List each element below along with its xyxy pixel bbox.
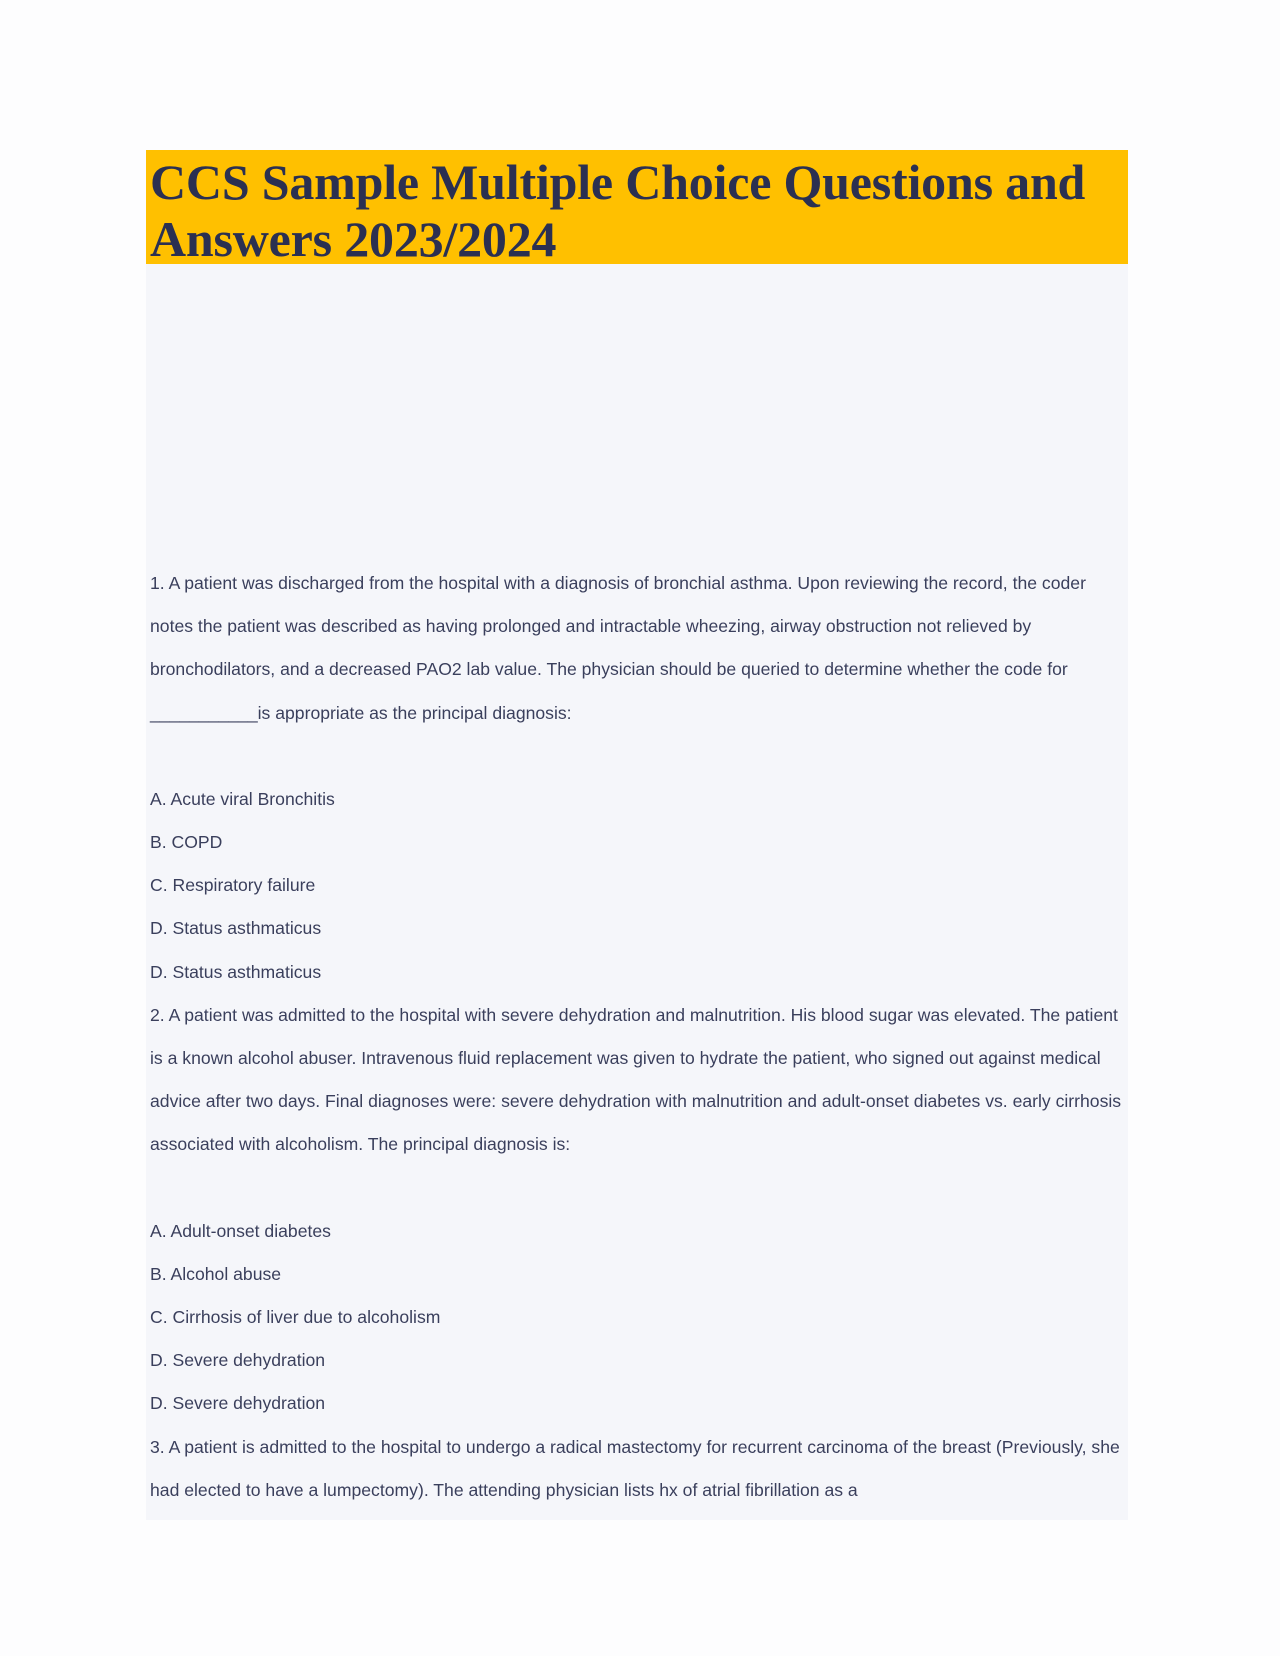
answer-option: B. COPD <box>150 832 223 853</box>
question-1 <box>150 562 1128 994</box>
answer-option: C. Cirrhosis of liver due to alcoholism <box>150 1307 441 1328</box>
document-title: CCS Sample Multiple Choice Questions and Answers 2023/2024 <box>150 154 1086 267</box>
answer-key: D. Severe dehydration <box>150 1393 326 1414</box>
question-stem: 3. A patient is admitted to the hospital to undergo a radical mastectomy for recurrent carcinoma of the breast (Previously, she had elected to have a lumpectomy). The attending physician lists hx of atrial fibrillation as a <box>150 1436 1120 1500</box>
question-stem: 2. A patient was admitted to the hospital with severe dehydration and malnutrition. His blood sugar was elevated. The patient is a known alcohol abuser. Intravenous fluid replacement was given to hydrate the patient, who signed out against medical advice after two days. Final diagnoses were: severe dehydration with malnutrition and adult-onset diabetes vs. early cirrhosis associated with alcoholism. The principal diagnosis is: <box>150 1004 1122 1155</box>
question-3 <box>150 1426 1128 1512</box>
answer-option: A. Adult-onset diabetes <box>150 1220 331 1241</box>
answer-option: B. Alcohol abuse <box>150 1263 282 1284</box>
answer-option: D. Status asthmaticus <box>150 918 322 939</box>
answer-option: D. Severe dehydration <box>150 1350 326 1371</box>
title-banner <box>146 150 1128 267</box>
answer-option: C. Respiratory failure <box>150 875 316 896</box>
question-stem: 1. A patient was discharged from the hospital with a diagnosis of bronchial asthma. Upon reviewing the record, the coder notes the patient was described as having prolonged and intractable wheezing, airway obstruction not relieved by bronchodilators, and a decreased PAO2 lab value. The physician should be queried to determine whether the code for ___________is appropriate as the principal diagnosis: <box>150 573 1086 723</box>
questions-body <box>150 562 1128 1512</box>
question-2 <box>150 994 1128 1426</box>
answer-key: D. Status asthmaticus <box>150 961 322 982</box>
document-page <box>146 150 1128 1520</box>
answer-option: A. Acute viral Bronchitis <box>150 788 335 809</box>
